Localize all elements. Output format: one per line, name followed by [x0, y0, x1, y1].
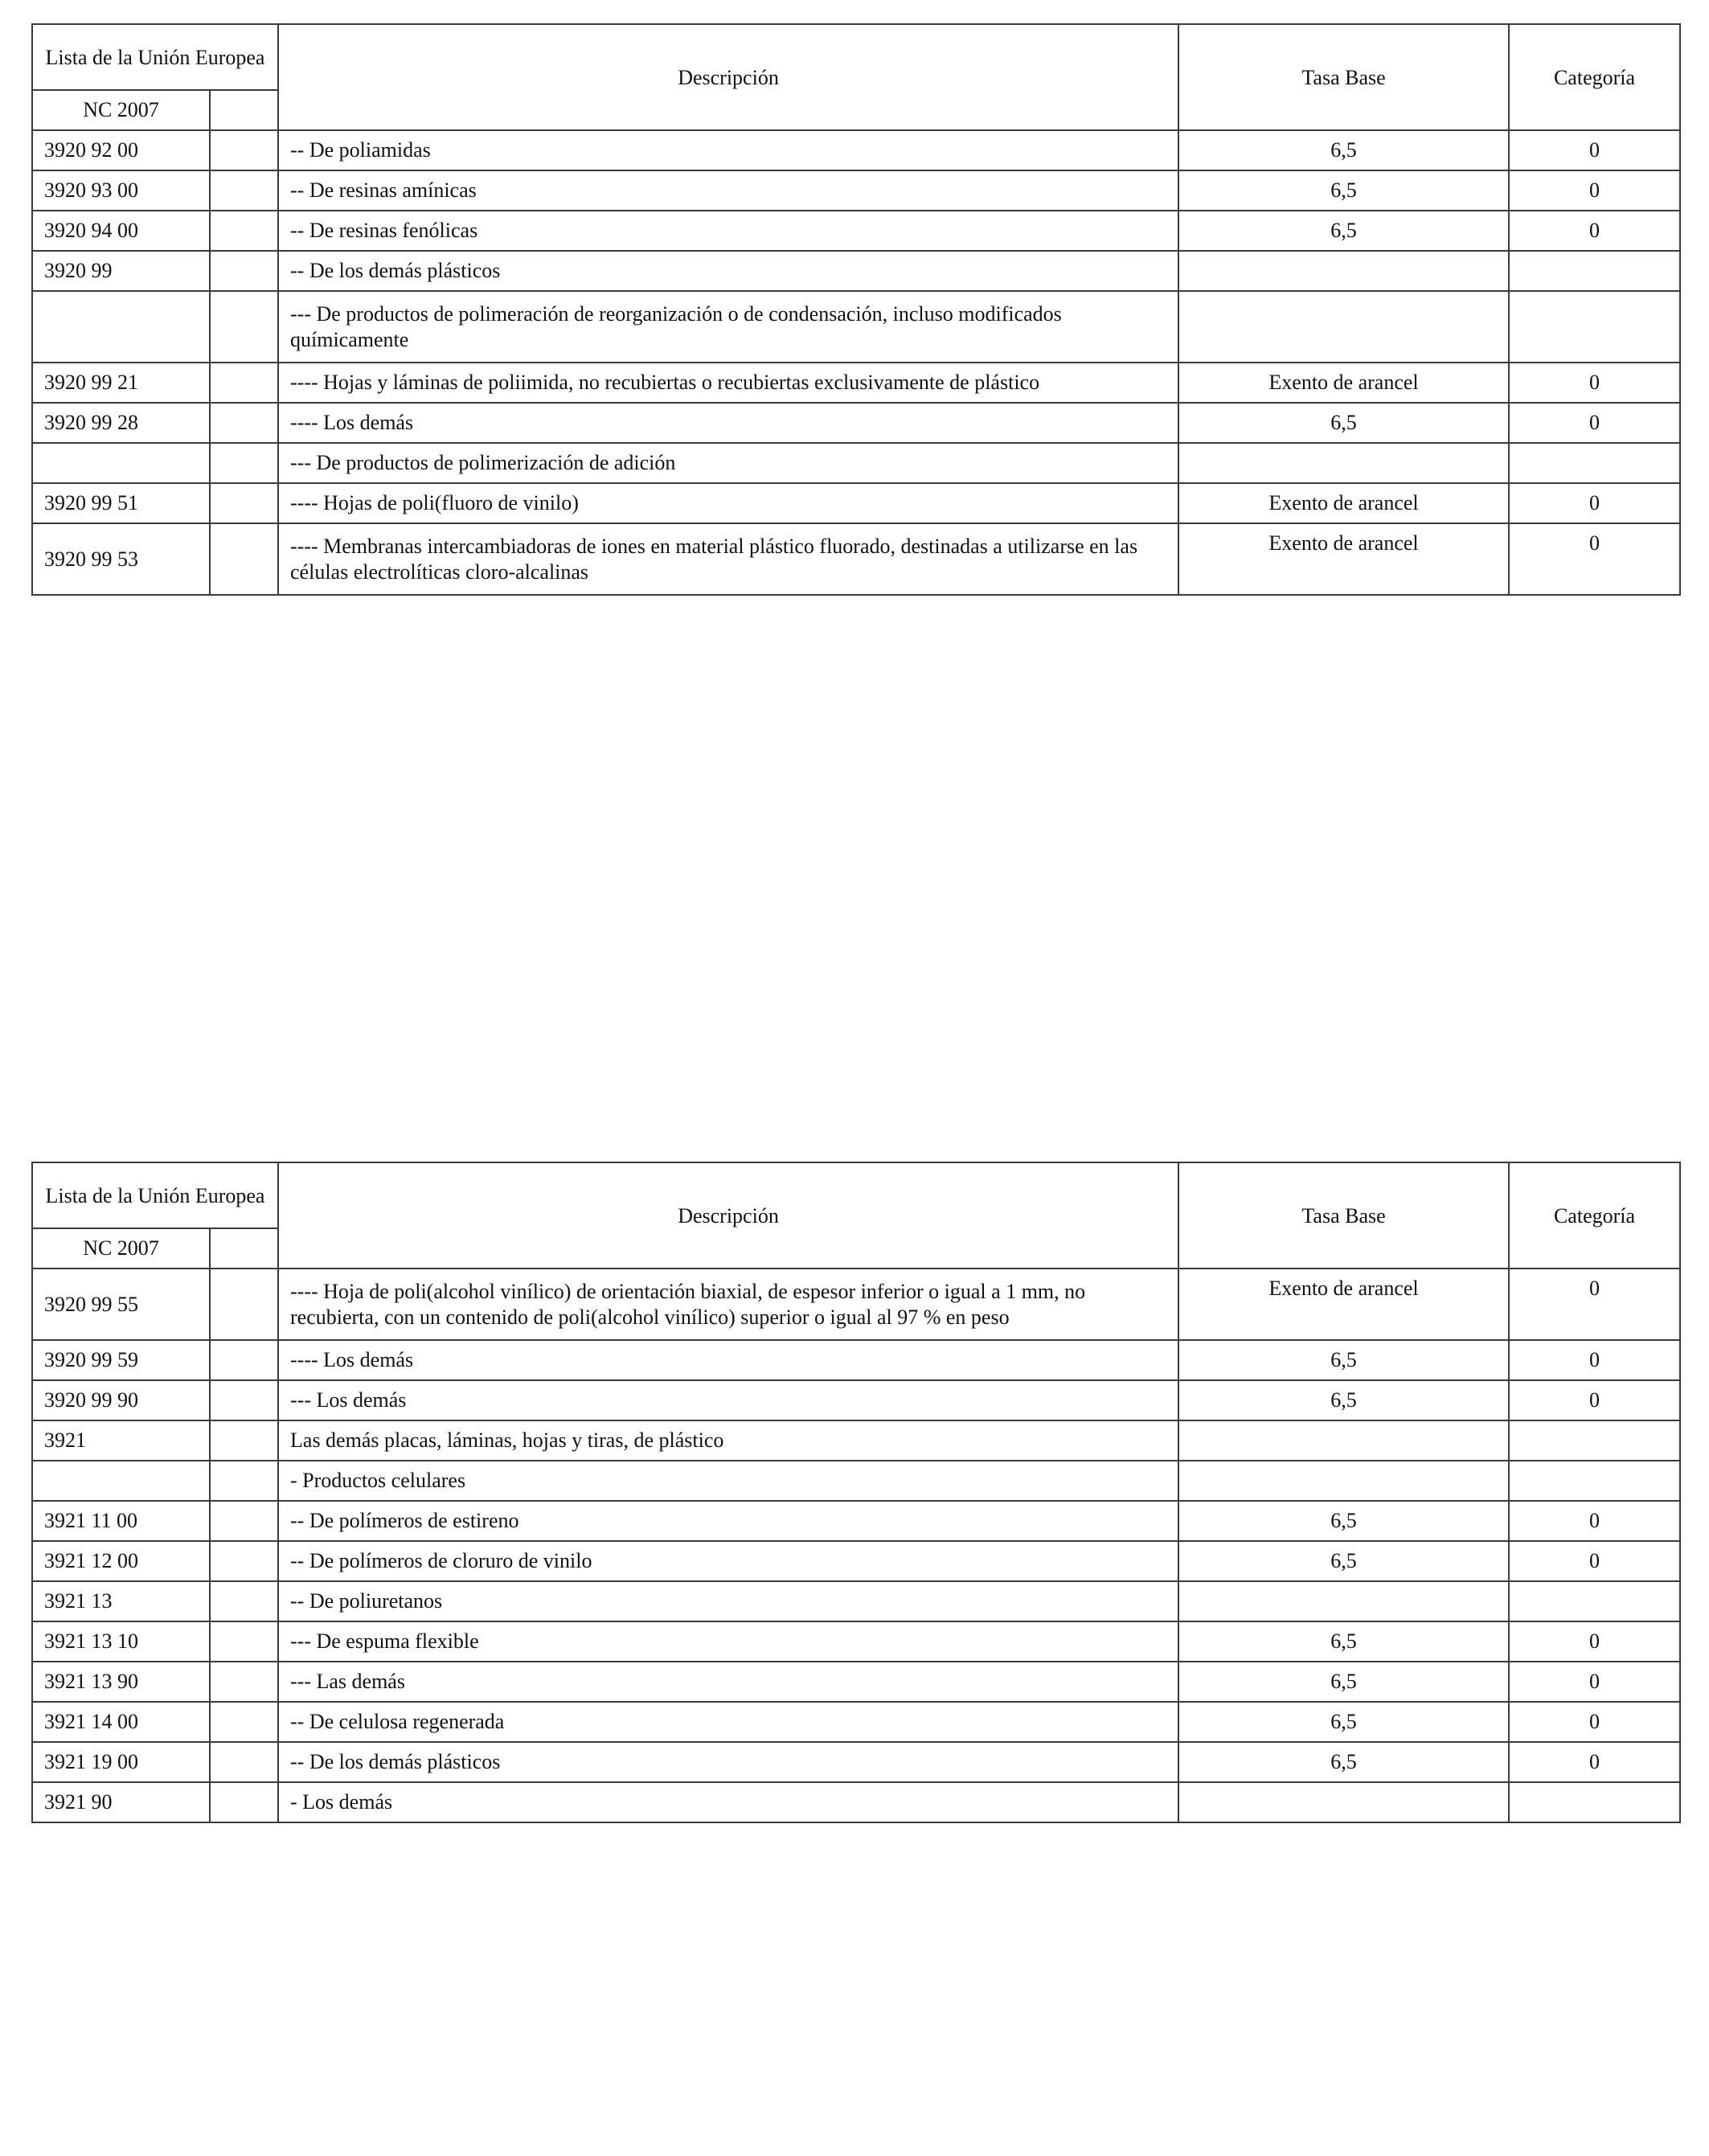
tariff-table-1 — [31, 23, 1681, 596]
description: ---- Hoja de poli(alcohol vinílico) de orientación biaxial, de espesor inferior o igual a 1 mm, no recubierta, con un contenido de poli(alcohol vinílico) superior o igual al 97 % en peso — [278, 1269, 1178, 1340]
sub-code — [210, 523, 278, 595]
table-row — [32, 1621, 1680, 1662]
table-row — [32, 523, 1680, 595]
base-rate — [1178, 1420, 1509, 1461]
tariff-code: 3920 92 00 — [32, 130, 210, 170]
category: 0 — [1509, 403, 1680, 443]
table-row — [32, 1420, 1680, 1461]
sub-code — [210, 170, 278, 211]
sub-code — [210, 403, 278, 443]
description: ---- Hojas y láminas de poliimida, no recubiertas o recubiertas exclusivamente de plástico — [278, 363, 1178, 403]
tariff-code — [32, 1461, 210, 1501]
sub-code — [210, 130, 278, 170]
sub-code — [210, 1742, 278, 1782]
sub-code — [210, 1621, 278, 1662]
tariff-code: 3920 99 28 — [32, 403, 210, 443]
description: -- De celulosa regenerada — [278, 1702, 1178, 1742]
base-rate: 6,5 — [1178, 170, 1509, 211]
base-rate: 6,5 — [1178, 1621, 1509, 1662]
tariff-code — [32, 443, 210, 483]
category — [1509, 291, 1680, 363]
header-sub-empty — [210, 1228, 278, 1269]
base-rate: 6,5 — [1178, 1380, 1509, 1420]
base-rate: 6,5 — [1178, 1541, 1509, 1581]
description: --- Las demás — [278, 1662, 1178, 1702]
category: 0 — [1509, 1380, 1680, 1420]
base-rate: 6,5 — [1178, 1501, 1509, 1541]
header-nc-2007: NC 2007 — [32, 90, 210, 130]
description: ---- Membranas intercambiadoras de iones en material plástico fluorado, destinadas a utilizarse en las células electrolíticas cloro-alcalinas — [278, 523, 1178, 595]
base-rate — [1178, 251, 1509, 291]
table-row — [32, 211, 1680, 251]
header-description: Descripción — [278, 24, 1178, 130]
table-row — [32, 1662, 1680, 1702]
sub-code — [210, 363, 278, 403]
base-rate: Exento de arancel — [1178, 1269, 1509, 1340]
description: ---- Hojas de poli(fluoro de vinilo) — [278, 483, 1178, 523]
category: 0 — [1509, 1340, 1680, 1380]
tariff-code: 3921 13 10 — [32, 1621, 210, 1662]
description: -- De poliuretanos — [278, 1581, 1178, 1621]
table-row — [32, 403, 1680, 443]
table-row — [32, 1269, 1680, 1340]
base-rate — [1178, 1782, 1509, 1822]
tariff-code: 3921 13 — [32, 1581, 210, 1621]
sub-code — [210, 1782, 278, 1822]
category — [1509, 1581, 1680, 1621]
table-row — [32, 483, 1680, 523]
base-rate — [1178, 1461, 1509, 1501]
table-row — [32, 1702, 1680, 1742]
header-list-ue: Lista de la Unión Europea — [32, 1162, 278, 1228]
base-rate: Exento de arancel — [1178, 523, 1509, 595]
tariff-code: 3920 99 55 — [32, 1269, 210, 1340]
description: --- Los demás — [278, 1380, 1178, 1420]
category: 0 — [1509, 1541, 1680, 1581]
tariff-code: 3921 13 90 — [32, 1662, 210, 1702]
description: -- De resinas fenólicas — [278, 211, 1178, 251]
category: 0 — [1509, 211, 1680, 251]
sub-code — [210, 443, 278, 483]
header-categoria: Categoría — [1509, 1162, 1680, 1269]
sub-code — [210, 1461, 278, 1501]
tariff-code: 3920 93 00 — [32, 170, 210, 211]
description: -- De resinas amínicas — [278, 170, 1178, 211]
category: 0 — [1509, 1742, 1680, 1782]
category — [1509, 1782, 1680, 1822]
base-rate: 6,5 — [1178, 1742, 1509, 1782]
description: -- De polímeros de cloruro de vinilo — [278, 1541, 1178, 1581]
table-row — [32, 291, 1680, 363]
base-rate: 6,5 — [1178, 211, 1509, 251]
header-tasa-base: Tasa Base — [1178, 24, 1509, 130]
base-rate: Exento de arancel — [1178, 363, 1509, 403]
table-row — [32, 443, 1680, 483]
table-row — [32, 1782, 1680, 1822]
base-rate: 6,5 — [1178, 1340, 1509, 1380]
base-rate: 6,5 — [1178, 1702, 1509, 1742]
description: Las demás placas, láminas, hojas y tiras, de plástico — [278, 1420, 1178, 1461]
category — [1509, 1461, 1680, 1501]
description: - Los demás — [278, 1782, 1178, 1822]
category: 0 — [1509, 1621, 1680, 1662]
category: 0 — [1509, 483, 1680, 523]
sub-code — [210, 483, 278, 523]
table-row — [32, 130, 1680, 170]
base-rate: 6,5 — [1178, 1662, 1509, 1702]
sub-code — [210, 1501, 278, 1541]
category — [1509, 251, 1680, 291]
sub-code — [210, 291, 278, 363]
tariff-code: 3921 11 00 — [32, 1501, 210, 1541]
base-rate: Exento de arancel — [1178, 483, 1509, 523]
table-row — [32, 1340, 1680, 1380]
category: 0 — [1509, 1269, 1680, 1340]
category: 0 — [1509, 523, 1680, 595]
category: 0 — [1509, 1501, 1680, 1541]
tariff-code: 3920 99 59 — [32, 1340, 210, 1380]
description: --- De productos de polimeración de reorganización o de condensación, incluso modificados químicamente — [278, 291, 1178, 363]
base-rate: 6,5 — [1178, 130, 1509, 170]
category: 0 — [1509, 363, 1680, 403]
category — [1509, 1420, 1680, 1461]
header-list-ue: Lista de la Unión Europea — [32, 24, 278, 90]
description: ---- Los demás — [278, 1340, 1178, 1380]
tariff-code: 3920 99 21 — [32, 363, 210, 403]
description: -- De polímeros de estireno — [278, 1501, 1178, 1541]
sub-code — [210, 251, 278, 291]
tariff-code: 3920 99 90 — [32, 1380, 210, 1420]
tariff-code: 3920 99 51 — [32, 483, 210, 523]
header-categoria: Categoría — [1509, 24, 1680, 130]
description: -- De los demás plásticos — [278, 251, 1178, 291]
base-rate: 6,5 — [1178, 403, 1509, 443]
category: 0 — [1509, 1702, 1680, 1742]
tariff-code: 3921 19 00 — [32, 1742, 210, 1782]
category: 0 — [1509, 1662, 1680, 1702]
table-row — [32, 251, 1680, 291]
table-row — [32, 363, 1680, 403]
tariff-code: 3920 99 — [32, 251, 210, 291]
description: --- De espuma flexible — [278, 1621, 1178, 1662]
table-row — [32, 1742, 1680, 1782]
header-nc-2007: NC 2007 — [32, 1228, 210, 1269]
tariff-code: 3920 99 53 — [32, 523, 210, 595]
tariff-code: 3921 90 — [32, 1782, 210, 1822]
sub-code — [210, 1269, 278, 1340]
description: - Productos celulares — [278, 1461, 1178, 1501]
tariff-table-2 — [31, 1162, 1681, 1823]
description: -- De poliamidas — [278, 130, 1178, 170]
category: 0 — [1509, 130, 1680, 170]
header-description: Descripción — [278, 1162, 1178, 1269]
category: 0 — [1509, 170, 1680, 211]
category — [1509, 443, 1680, 483]
sub-code — [210, 1581, 278, 1621]
table-row — [32, 170, 1680, 211]
sub-code — [210, 211, 278, 251]
description: --- De productos de polimerización de adición — [278, 443, 1178, 483]
description: ---- Los demás — [278, 403, 1178, 443]
header-tasa-base: Tasa Base — [1178, 1162, 1509, 1269]
tariff-code: 3921 — [32, 1420, 210, 1461]
header-sub-empty — [210, 90, 278, 130]
table-row — [32, 1380, 1680, 1420]
base-rate — [1178, 443, 1509, 483]
table-row — [32, 1541, 1680, 1581]
tariff-code: 3921 14 00 — [32, 1702, 210, 1742]
table-row — [32, 1581, 1680, 1621]
sub-code — [210, 1380, 278, 1420]
tariff-code: 3921 12 00 — [32, 1541, 210, 1581]
sub-code — [210, 1420, 278, 1461]
sub-code — [210, 1702, 278, 1742]
tariff-code — [32, 291, 210, 363]
base-rate — [1178, 291, 1509, 363]
table-row — [32, 1461, 1680, 1501]
base-rate — [1178, 1581, 1509, 1621]
sub-code — [210, 1340, 278, 1380]
description: -- De los demás plásticos — [278, 1742, 1178, 1782]
sub-code — [210, 1541, 278, 1581]
sub-code — [210, 1662, 278, 1702]
table-row — [32, 1501, 1680, 1541]
tariff-code: 3920 94 00 — [32, 211, 210, 251]
